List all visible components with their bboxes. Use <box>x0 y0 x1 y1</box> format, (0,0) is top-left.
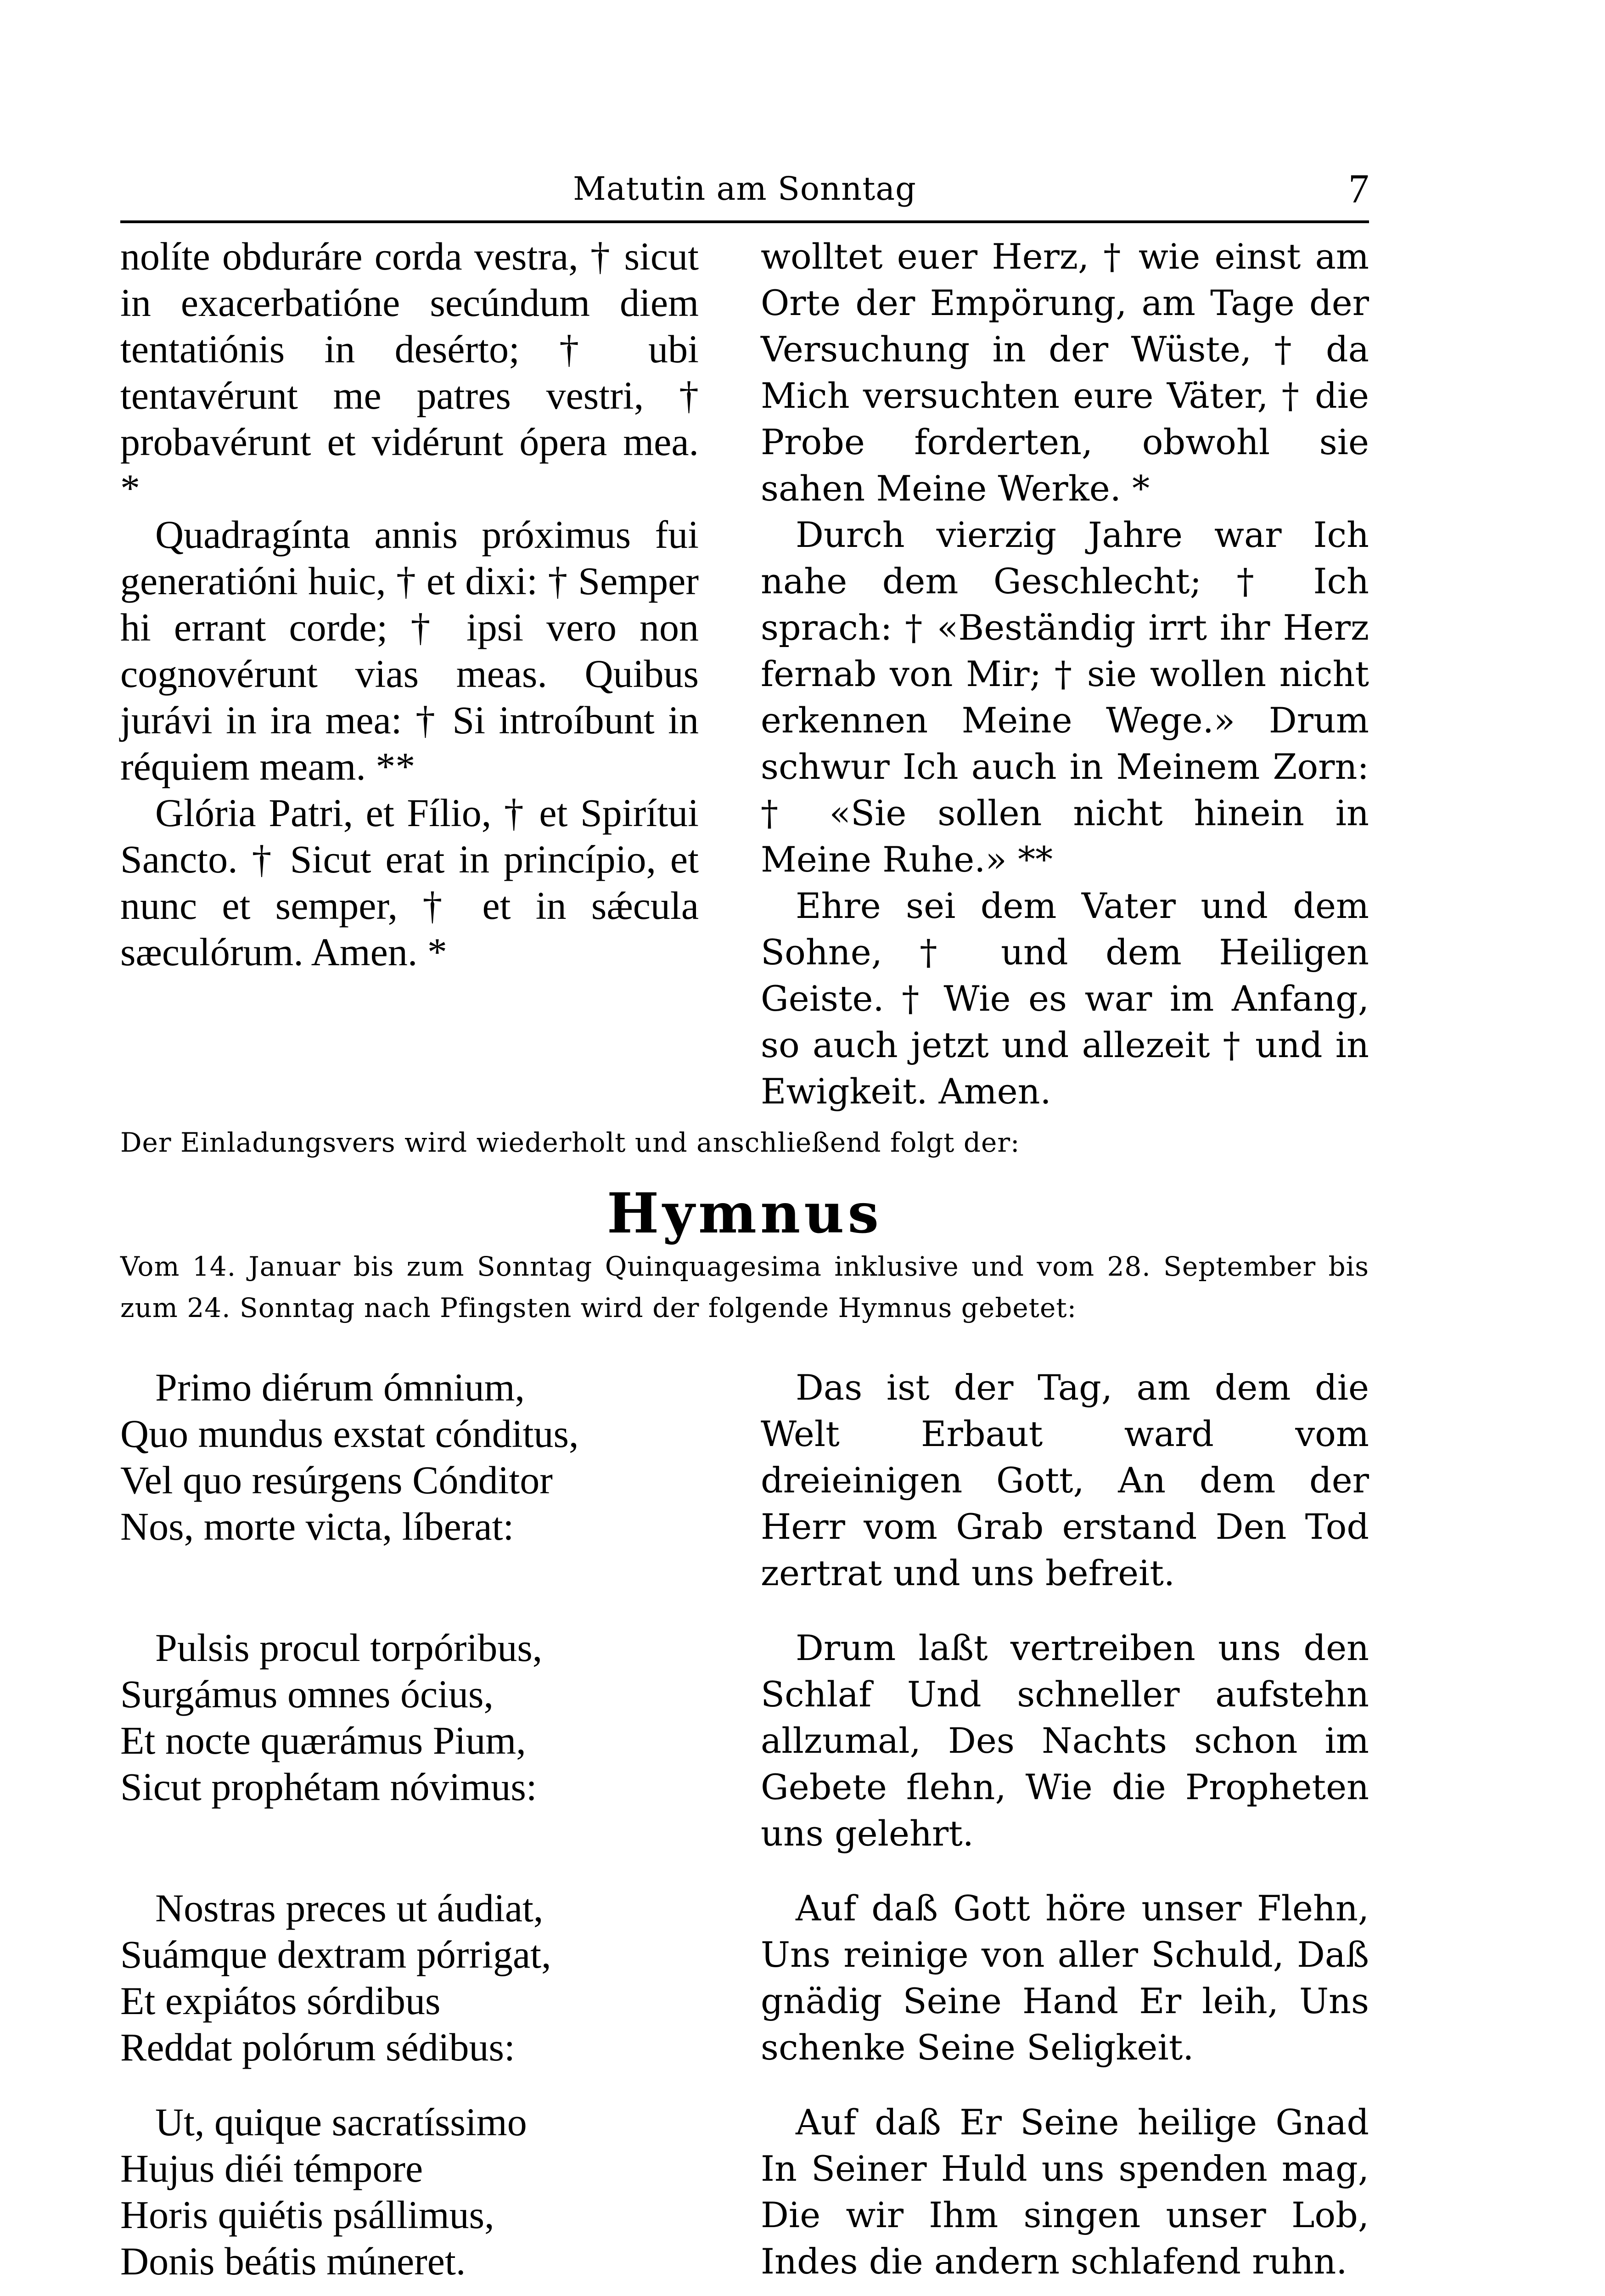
stanza-line: Reddat polórum sédibus: <box>120 2025 515 2069</box>
psalm-latin <box>120 233 699 1114</box>
german-verse: Durch vierzig Jahre war Ich nahe dem Geschlecht; † Ich sprach: † «Beständig irrt ihr Herz fernab von Mir; † sie wollen nicht erkennen Meine Wege.» Drum schwur Ich auch in Meinem Zorn: † «Sie sollen nicht hinein in Meine Ruhe.» ** <box>761 514 1369 880</box>
stanza-line: Et expiátos sórdibus <box>120 1979 441 2023</box>
stanza-row <box>120 1885 1369 2071</box>
stanza-line: Quo mundus exstat cónditus, <box>120 1412 579 1456</box>
stanza-line: Nos, morte victa, líberat: <box>120 1504 514 1548</box>
latin-verse: Quadragínta annis próximus fui generatióni huic, † et dixi: † Semper hi errant corde; † ipsi vero non cognovérunt vias meas. Quibus jurávi in ira mea: † Si introíbunt in réquiem meam. ** <box>120 512 699 788</box>
rubric-instruction: Der Einladungsvers wird wiederholt und anschließend folgt der: <box>120 1127 1020 1158</box>
stanza-german <box>761 1364 1369 1596</box>
stanza-latin <box>120 1625 699 1857</box>
stanza-german <box>761 1625 1369 1857</box>
stanza-german-text: Auf daß Gott höre unser Flehn, Uns reinige von aller Schuld, Daß gnädig Seine Hand Er leih, Uns schenke Seine Seligkeit. <box>761 1888 1369 2068</box>
stanza-line: Vel quo resúrgens Cónditor <box>120 1458 553 1502</box>
hymn-stanzas <box>120 1364 1369 2285</box>
stanza-line: Sicut prophétam nóvimus: <box>120 1765 537 1809</box>
stanza-line: Suámque dextram pórrigat, <box>120 1932 551 1976</box>
stanza-line: Et nocte quærámus Pium, <box>120 1718 526 1762</box>
stanza-line: Ut, quique sacratíssimo <box>155 2100 527 2144</box>
psalm-german <box>761 233 1369 1114</box>
stanza-row <box>120 2099 1369 2285</box>
stanza-line: Hujus diéi témpore <box>120 2146 423 2190</box>
stanza-line: Horis quiétis psállimus, <box>120 2193 494 2237</box>
hymn-note: Vom 14. Januar bis zum Sonntag Quinquagesima inklusive und vom 28. September bis zum 24. Sonntag nach Pfingsten wird der folgende Hymnus gebetet: <box>120 1251 1369 1323</box>
stanza-line: Donis beátis múneret. <box>120 2239 466 2283</box>
stanza-row <box>120 1364 1369 1596</box>
page-number: 7 <box>1348 166 1369 212</box>
stanza-line: Surgámus omnes ócius, <box>120 1672 494 1716</box>
german-verse: Ehre sei dem Vater und dem Sohne, † und dem Heiligen Geiste. † Wie es war im Anfang, so auch jetzt und allezeit † und in Ewigkeit. Amen. <box>761 885 1369 1112</box>
stanza-line: Nostras preces ut áudiat, <box>155 1886 544 1930</box>
stanza-latin <box>120 2099 699 2285</box>
running-header <box>120 165 1369 223</box>
german-verse: wolltet euer Herz, † wie einst am Orte der Empörung, am Tage der Versuchung in der Wüste, † da Mich versuchten eure Väter, † die Probe forderten, obwohl sie sahen Meine Werke. * <box>761 236 1369 509</box>
psalm-columns <box>120 233 1369 1114</box>
stanza-german-text: Das ist der Tag, am dem die Welt Erbaut ward vom dreieinigen Gott, An dem der Herr vom Grab erstand Den Tod zertrat und uns befreit. <box>761 1367 1369 1593</box>
stanza-german <box>761 2099 1369 2285</box>
running-title: Matutin am Sonntag <box>573 170 916 208</box>
latin-verse: Glória Patri, et Fílio, † et Spirítui Sancto. † Sicut erat in princípio, et nunc et semper, † et in sǽcula sæculórum. Amen. * <box>120 791 699 974</box>
stanza-german-text: Drum laßt vertreiben uns den Schlaf Und schneller aufstehn allzumal, Des Nachts schon im Gebete flehn, Wie die Propheten uns gelehrt. <box>761 1627 1369 1854</box>
stanza-latin <box>120 1885 699 2071</box>
latin-verse: nolíte obduráre corda vestra, † sicut in exacerbatióne secúndum diem tentatiónis in desérto; † ubi tentavérunt me patres vestri, † probavérunt et vidérunt ópera mea. * <box>120 234 699 510</box>
stanza-german-text: Auf daß Er Seine heilige Gnad In Seiner Huld uns spenden mag, Die wir Ihm singen unser Lob, Indes die andern schlafend ruhn. <box>761 2102 1369 2282</box>
stanza-german <box>761 1885 1369 2071</box>
stanza-latin <box>120 1364 699 1596</box>
hymn-title: Hymnus <box>606 1181 883 1246</box>
stanza-line: Primo diérum ómnium, <box>155 1365 525 1409</box>
stanza-row <box>120 1625 1369 1857</box>
stanza-line: Pulsis procul torpóribus, <box>155 1626 543 1670</box>
page <box>120 165 1369 2296</box>
